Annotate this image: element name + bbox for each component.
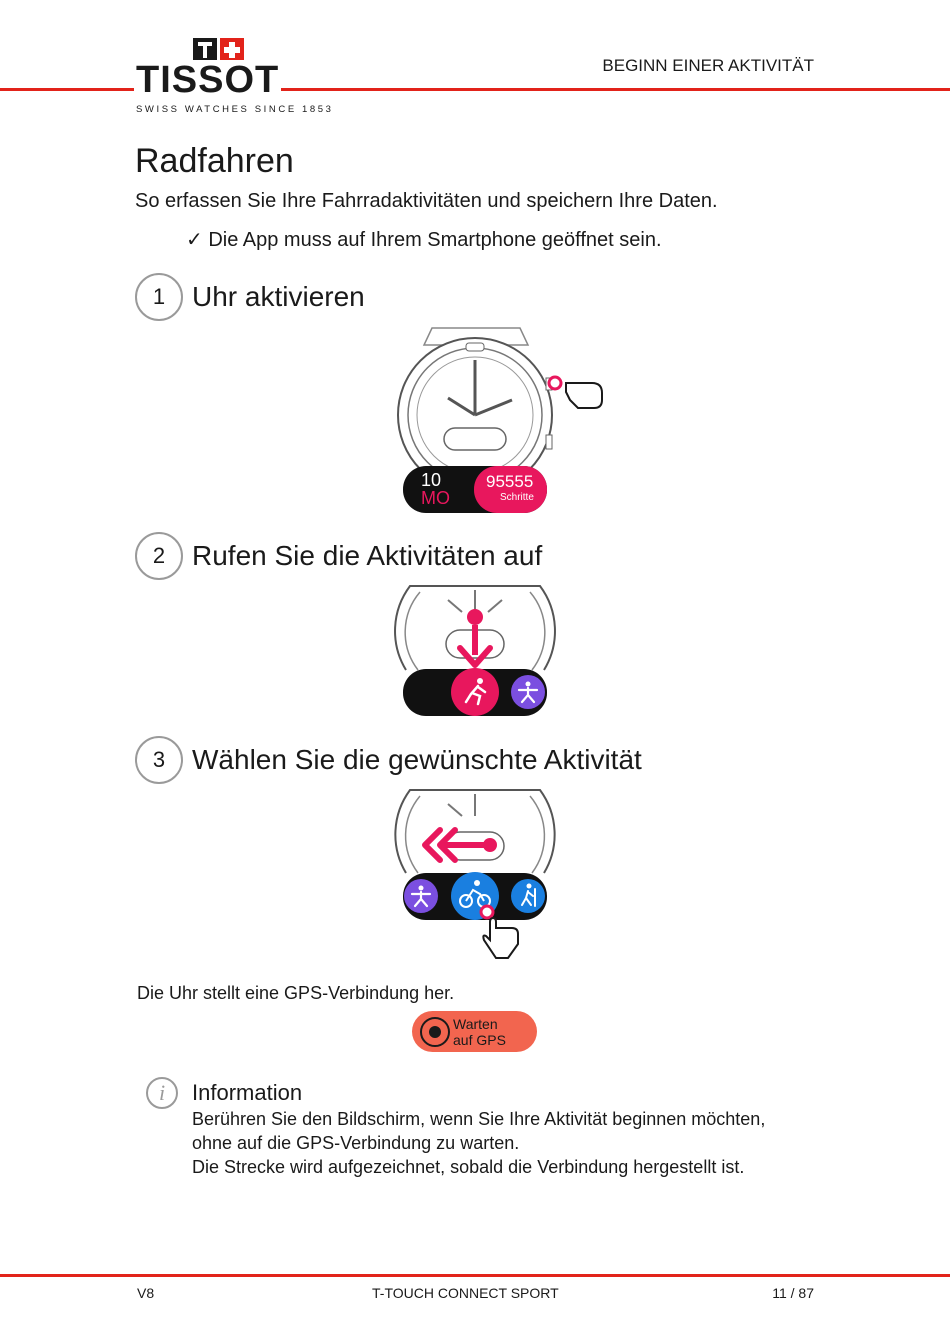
footer-product: T-TOUCH CONNECT SPORT (372, 1285, 559, 1301)
footer-page-number: 11 / 87 (772, 1285, 814, 1301)
gps-wait-badge (412, 1011, 537, 1052)
prerequisite-text: ✓ Die App muss auf Ihrem Smartphone geöffnet sein. (186, 229, 662, 251)
watch-date-weekday: MO (421, 488, 450, 508)
step-number: 3 (135, 736, 183, 784)
info-line: ohne auf die GPS-Verbindung zu warten. (192, 1133, 520, 1153)
info-title: Information (192, 1080, 303, 1105)
page-title: Radfahren (135, 142, 294, 180)
step-number: 2 (135, 532, 183, 580)
watch-steps-count: 95555 (486, 472, 534, 491)
step-number: 1 (135, 273, 183, 321)
step-title: Rufen Sie die Aktivitäten auf (192, 540, 543, 571)
step-title: Uhr aktivieren (192, 281, 365, 312)
watch-date-day: 10 (421, 470, 442, 490)
gps-status-text: Die Uhr stellt eine GPS-Verbindung her. (137, 983, 455, 1003)
gps-target-icon (420, 1017, 450, 1047)
info-line: Die Strecke wird aufgezeichnet, sobald die Verbindung hergestellt ist. (192, 1157, 745, 1177)
step-title: Wählen Sie die gewünschte Aktivität (192, 744, 642, 775)
gps-badge-line1: Warten (453, 1016, 498, 1032)
info-icon: i (146, 1077, 178, 1109)
brand-logo: TISSOT (136, 59, 280, 101)
gps-badge-line2: auf GPS (453, 1032, 506, 1048)
info-line: Berühren Sie den Bildschirm, wenn Sie Ihre Aktivität beginnen möchten, (192, 1109, 766, 1129)
footer-version: V8 (137, 1285, 155, 1301)
watch-steps-label: Schritte (500, 492, 534, 503)
intro-text: So erfassen Sie Ihre Fahrradaktivitäten und speichern Ihre Daten. (135, 190, 718, 212)
brand-tagline: SWISS WATCHES SINCE 1853 (136, 104, 334, 115)
footer-rule (0, 1274, 950, 1277)
section-title: BEGINN EINER AKTIVITÄT (602, 56, 814, 75)
